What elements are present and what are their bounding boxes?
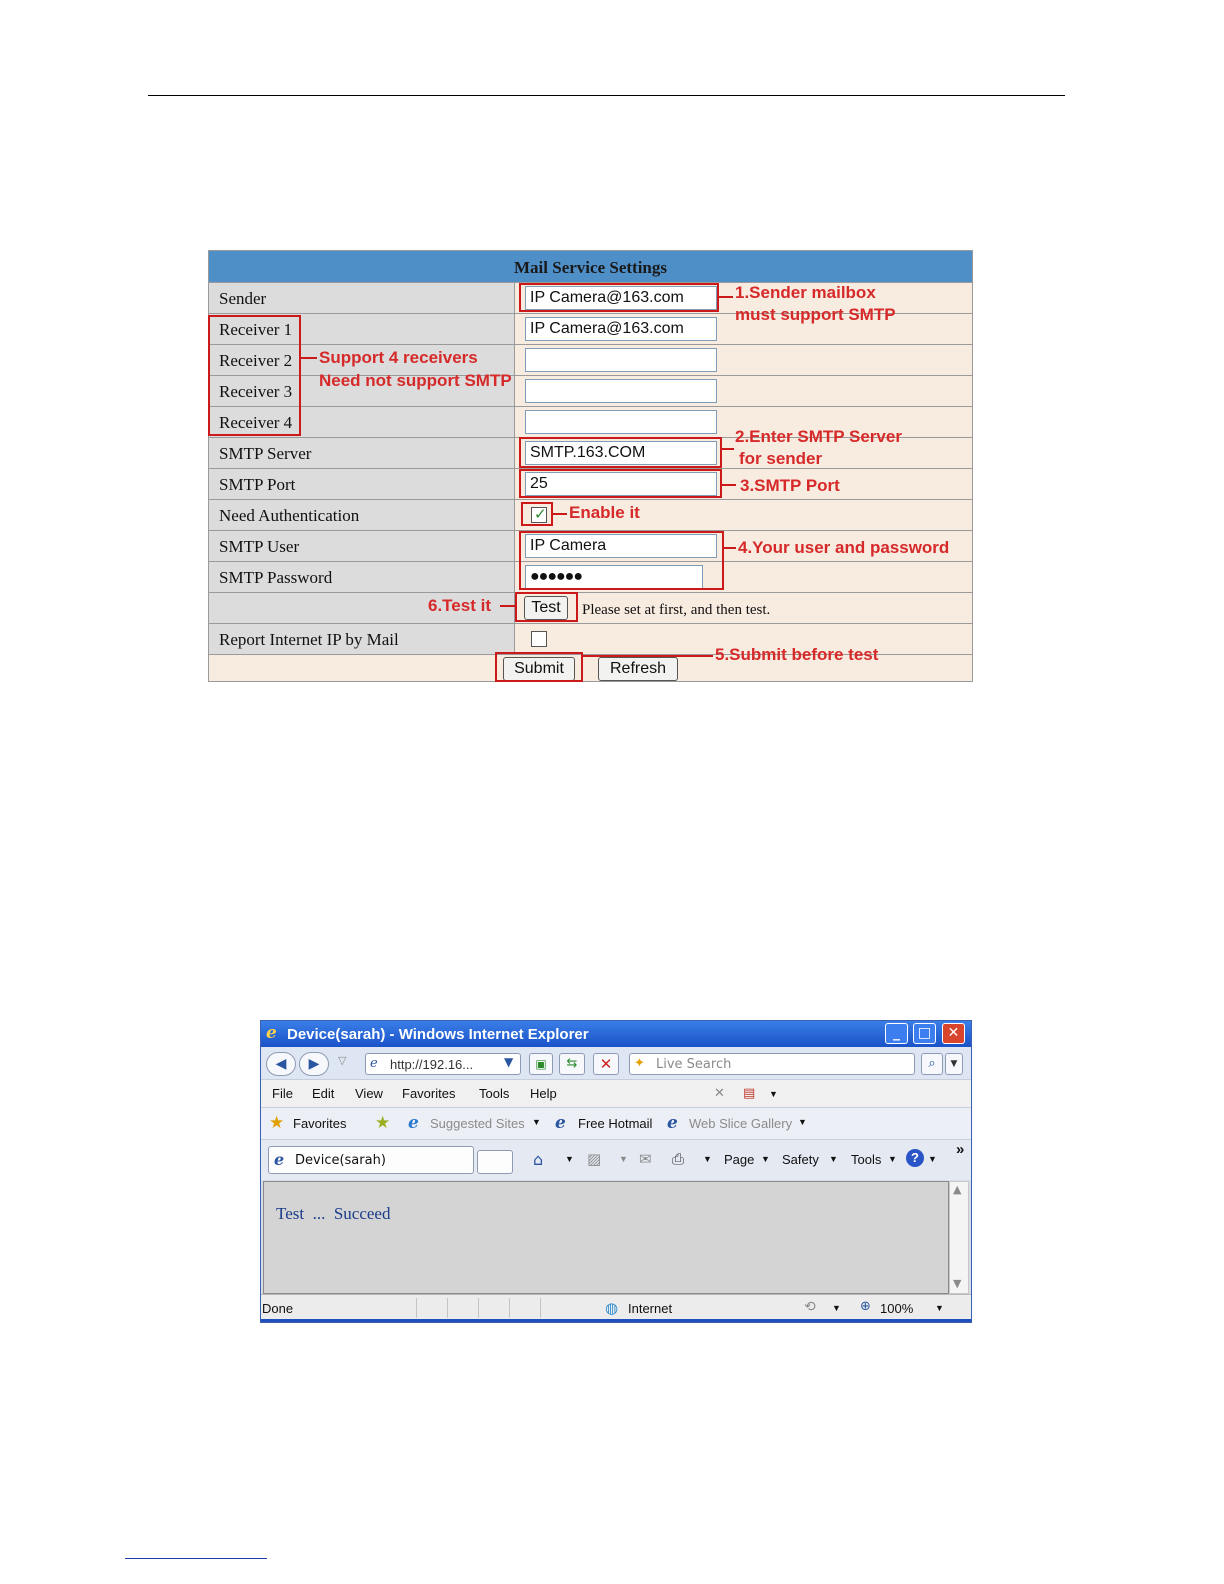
compatibility-icon[interactable]: ▣ bbox=[529, 1053, 553, 1075]
test-note: Please set at first, and then test. bbox=[582, 602, 771, 618]
test-highlight-box bbox=[515, 592, 578, 622]
ie-title-bar bbox=[261, 1021, 971, 1047]
sender-input[interactable]: IP Camera@163.com bbox=[525, 286, 717, 310]
protected-mode-dropdown-icon[interactable]: ▼ bbox=[832, 1303, 841, 1313]
search-options-icon[interactable]: ▼ bbox=[945, 1053, 963, 1075]
need-auth-label: Need Authentication bbox=[209, 500, 515, 530]
feeds-dropdown-icon[interactable]: ▼ bbox=[619, 1154, 628, 1164]
report-ip-checkbox[interactable] bbox=[531, 631, 547, 647]
address-bar[interactable] bbox=[365, 1053, 521, 1075]
ie-favorites-bar bbox=[261, 1107, 971, 1140]
help-icon[interactable]: ? bbox=[906, 1149, 924, 1167]
receiver1-input[interactable]: IP Camera@163.com bbox=[525, 317, 717, 341]
annotation-smtp-server-1: 2.Enter SMTP Server bbox=[735, 427, 902, 446]
annotation-sender-1: 1.Sender mailbox bbox=[735, 283, 876, 302]
annotation-credentials: 4.Your user and password bbox=[738, 538, 950, 557]
search-box[interactable] bbox=[629, 1053, 915, 1075]
close-icon[interactable]: ✕ bbox=[942, 1023, 965, 1044]
page-header-rule bbox=[148, 95, 1065, 96]
print-dropdown-icon[interactable]: ▼ bbox=[703, 1154, 712, 1164]
close-toolbar-icon[interactable]: ✕ bbox=[714, 1086, 725, 1101]
ie-logo-icon: e bbox=[266, 1023, 277, 1043]
row-test bbox=[209, 592, 972, 623]
receiver4-label: Receiver 4 bbox=[209, 407, 515, 437]
tab-page-icon: e bbox=[274, 1150, 285, 1169]
ie-window-title: Device(sarah) - Windows Internet Explorer bbox=[287, 1026, 589, 1043]
print-icon[interactable]: ⎙ bbox=[672, 1150, 685, 1168]
zoom-dropdown-icon[interactable]: ▼ bbox=[935, 1303, 944, 1313]
ie-navigation-bar bbox=[261, 1047, 971, 1079]
read-mail-icon[interactable]: ✉ bbox=[639, 1150, 652, 1168]
refresh-button[interactable]: Refresh bbox=[598, 657, 678, 681]
annotation-submit: 5.Submit before test bbox=[715, 645, 879, 664]
history-dropdown-icon[interactable]: ▽ bbox=[338, 1054, 347, 1067]
sender-label: Sender bbox=[209, 283, 515, 313]
auth-connector bbox=[553, 513, 567, 515]
status-divider bbox=[509, 1298, 510, 1318]
menu-favorites[interactable]: Favorites bbox=[402, 1086, 456, 1101]
receiver3-input[interactable] bbox=[525, 379, 717, 403]
cmd-tools[interactable]: Tools bbox=[851, 1152, 882, 1167]
globe-icon: ◍ bbox=[605, 1299, 619, 1317]
credentials-highlight-box bbox=[519, 531, 724, 590]
live-search-logo-icon: ✦ bbox=[634, 1056, 645, 1071]
menu-tools[interactable]: Tools bbox=[479, 1086, 510, 1101]
suggested-sites-dropdown-icon[interactable]: ▼ bbox=[532, 1117, 541, 1127]
smtp-user-input[interactable]: IP Camera bbox=[525, 534, 717, 558]
test-button[interactable]: Test bbox=[524, 596, 568, 620]
ie-content-area bbox=[263, 1181, 949, 1294]
search-placeholder: Live Search bbox=[656, 1057, 732, 1072]
refresh-icon[interactable]: ⇆ bbox=[559, 1053, 585, 1075]
receivers-highlight-box bbox=[208, 315, 301, 436]
sender-highlight-box bbox=[519, 283, 719, 312]
cmd-safety[interactable]: Safety bbox=[782, 1152, 819, 1167]
annotation-smtp-port: 3.SMTP Port bbox=[740, 476, 840, 495]
safety-dropdown-icon[interactable]: ▼ bbox=[829, 1154, 838, 1164]
status-divider bbox=[447, 1298, 448, 1318]
smtp-server-label: SMTP Server bbox=[209, 438, 515, 468]
receiver2-label: Receiver 2 bbox=[209, 345, 515, 375]
fav-link-suggested-sites[interactable]: Suggested Sites bbox=[430, 1116, 525, 1131]
receiver3-label: Receiver 3 bbox=[209, 376, 515, 406]
annotation-smtp-server-2: for sender bbox=[739, 449, 823, 468]
help-dropdown-icon[interactable]: ▼ bbox=[928, 1154, 937, 1164]
receivers-connector bbox=[301, 357, 317, 359]
submit-button[interactable]: Submit bbox=[503, 657, 575, 681]
smtp-port-input[interactable]: 25 bbox=[525, 472, 717, 496]
annotation-sender-2: must support SMTP bbox=[735, 305, 896, 324]
feeds-icon[interactable]: ▨ bbox=[587, 1150, 602, 1168]
security-zone: Internet bbox=[628, 1301, 673, 1316]
fav-link-web-slice-gallery[interactable]: Web Slice Gallery bbox=[689, 1116, 793, 1131]
receiver4-input[interactable] bbox=[525, 410, 717, 434]
annotation-test: 6.Test it bbox=[428, 596, 491, 615]
menu-help[interactable]: Help bbox=[530, 1086, 557, 1101]
annotation-receivers-2: Need not support SMTP bbox=[319, 371, 512, 390]
address-text: http://192.16... bbox=[390, 1057, 474, 1072]
annotation-receivers-1: Support 4 receivers bbox=[319, 348, 478, 367]
home-icon[interactable]: ⌂ bbox=[533, 1150, 544, 1169]
status-divider bbox=[540, 1298, 541, 1318]
check-mark-icon: ✓ bbox=[534, 505, 547, 523]
scroll-up-icon[interactable]: ▲ bbox=[953, 1183, 962, 1196]
ie-window-figure bbox=[260, 1020, 972, 1323]
tab-device-sarah[interactable] bbox=[268, 1146, 474, 1174]
menu-view[interactable]: View bbox=[355, 1086, 383, 1101]
search-icon[interactable]: ⌕ bbox=[921, 1053, 943, 1075]
menu-file[interactable]: File bbox=[272, 1086, 293, 1101]
web-slice-dropdown-icon[interactable]: ▼ bbox=[798, 1117, 807, 1127]
smtp-user-label: SMTP User bbox=[209, 531, 515, 561]
zoom-icon[interactable]: ⊕ bbox=[860, 1299, 871, 1314]
credentials-connector bbox=[724, 547, 736, 549]
status-divider bbox=[478, 1298, 479, 1318]
page-dropdown-icon[interactable]: ▼ bbox=[761, 1154, 770, 1164]
smtp-server-highlight-box bbox=[519, 437, 722, 468]
status-divider bbox=[416, 1298, 417, 1318]
forward-icon[interactable]: ▶ bbox=[299, 1052, 329, 1076]
add-favorite-icon[interactable]: ★ bbox=[375, 1113, 391, 1132]
receiver1-label: Receiver 1 bbox=[209, 314, 515, 344]
settings-title: Mail Service Settings bbox=[209, 251, 972, 282]
scroll-down-icon[interactable]: ▼ bbox=[953, 1277, 962, 1290]
favorites-label[interactable]: Favorites bbox=[293, 1116, 347, 1131]
smtp-password-input[interactable]: ●●●●●● bbox=[525, 565, 703, 589]
home-dropdown-icon[interactable]: ▼ bbox=[565, 1154, 574, 1164]
back-icon[interactable]: ◀ bbox=[266, 1052, 296, 1076]
smtp-server-input[interactable]: SMTP.163.COM bbox=[525, 441, 717, 465]
favorites-star-icon: ★ bbox=[269, 1113, 285, 1132]
more-commands-icon[interactable]: » bbox=[956, 1141, 965, 1158]
menu-edit[interactable]: Edit bbox=[312, 1086, 335, 1101]
annotation-enable: Enable it bbox=[569, 503, 640, 522]
ie-menu-bar bbox=[261, 1079, 971, 1108]
smtp-port-highlight-box bbox=[519, 469, 722, 498]
ie-status-bar bbox=[261, 1294, 971, 1322]
tools-dropdown-icon[interactable]: ▼ bbox=[888, 1154, 897, 1164]
zoom-level[interactable]: 100% bbox=[880, 1301, 914, 1316]
status-text: Done bbox=[262, 1301, 294, 1316]
fav-link-free-hotmail[interactable]: Free Hotmail bbox=[578, 1116, 653, 1131]
smtp-server-connector bbox=[722, 448, 734, 450]
cmd-page[interactable]: Page bbox=[724, 1152, 755, 1167]
stop-icon[interactable]: ✕ bbox=[593, 1053, 619, 1075]
new-tab-button[interactable] bbox=[477, 1150, 513, 1174]
page-icon: e bbox=[370, 1056, 378, 1071]
maximize-icon[interactable]: □ bbox=[913, 1023, 936, 1044]
translate-icon[interactable]: ▤ bbox=[743, 1086, 756, 1101]
smtp-port-connector bbox=[722, 484, 736, 486]
receiver2-input[interactable] bbox=[525, 348, 717, 372]
suggested-sites-icon: e bbox=[408, 1113, 419, 1133]
test-connector bbox=[500, 605, 515, 607]
report-ip-label: Report Internet IP by Mail bbox=[209, 624, 515, 654]
address-dropdown-icon[interactable]: ▼ bbox=[504, 1055, 514, 1069]
free-hotmail-icon: e bbox=[555, 1113, 566, 1133]
sender-connector bbox=[719, 296, 733, 298]
test-result-text: Test ... Succeed bbox=[276, 1204, 391, 1223]
tab-label: Device(sarah) bbox=[295, 1153, 386, 1168]
submit-connector bbox=[583, 655, 713, 657]
web-slice-icon: e bbox=[667, 1113, 678, 1133]
translate-dropdown-icon[interactable]: ▼ bbox=[769, 1089, 778, 1099]
footnote-rule bbox=[125, 1558, 267, 1559]
smtp-password-label: SMTP Password bbox=[209, 562, 515, 592]
smtp-port-label: SMTP Port bbox=[209, 469, 515, 499]
ie-command-bar bbox=[261, 1139, 971, 1180]
protected-mode-icon[interactable]: ⟲ bbox=[804, 1299, 816, 1315]
vertical-scrollbar[interactable] bbox=[949, 1181, 969, 1294]
minimize-icon[interactable]: _ bbox=[885, 1023, 908, 1044]
auth-highlight-box bbox=[521, 502, 553, 526]
window-bottom-border bbox=[261, 1319, 971, 1323]
submit-highlight-box bbox=[495, 652, 583, 682]
